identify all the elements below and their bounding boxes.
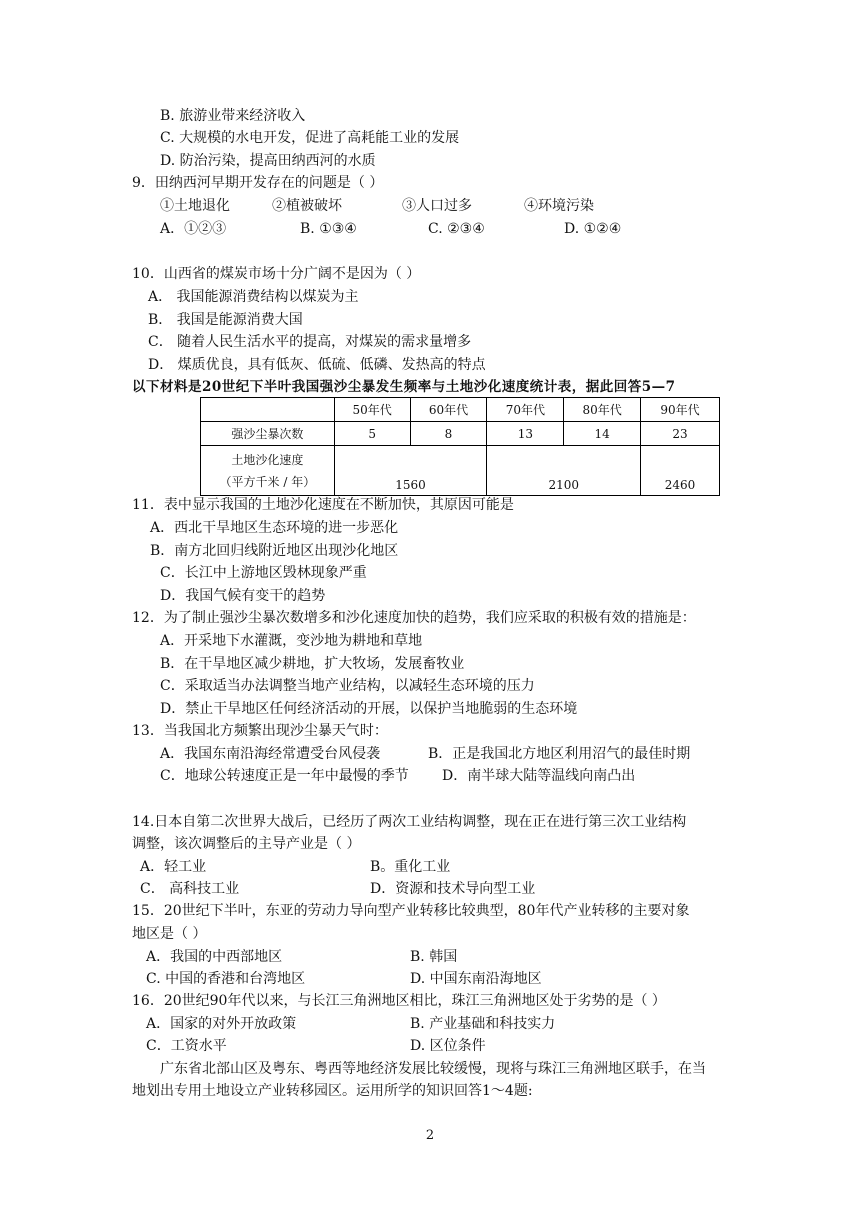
q12-option-c: C．采取适当办法调整当地产业结构，以减轻生态环境的压力 (160, 678, 535, 694)
table-row-label (201, 446, 335, 496)
table-cell: 13 (487, 422, 564, 446)
q16-option-d: D. 区位条件 (410, 1038, 486, 1054)
table-header-cell: 50年代 (334, 398, 410, 422)
q9-item: ③人口过多 (402, 198, 472, 214)
table-corner-cell (201, 398, 335, 422)
q12-stem: 12．为了制止强沙尘暴次数增多和沙化速度加快的趋势，我们应采取的积极有效的措施是： (132, 610, 696, 626)
table-cell: 2460 (641, 446, 720, 496)
q10-stem: 10．山西省的煤炭市场十分广阔不是因为（ ） (132, 266, 421, 282)
q9-items (160, 196, 594, 216)
q14-options-row-1 (140, 857, 450, 877)
q14-option-c: C． 高科技工业 (140, 881, 240, 897)
table-cell: 5 (334, 422, 410, 446)
table-header-row (201, 398, 720, 422)
table-intro: 以下材料是20世纪下半叶我国强沙尘暴发生频率与土地沙化速度统计表，据此回答5—7 (132, 379, 676, 395)
q14-stem-line-1: 14.日本自第二次世界大战后，已经历了两次工业结构调整，现在正在进行第三次工业结构 (132, 814, 687, 830)
q8-option-c: C. 大规模的水电开发，促进了高耗能工业的发展 (160, 130, 460, 146)
q9-item: ④环境污染 (524, 198, 594, 214)
q9-item: ②植被破坏 (272, 198, 342, 214)
q15-option-d: D. 中国东南沿海地区 (410, 971, 542, 987)
q15-stem-line-1: 15．20世纪下半叶，东亚的劳动力导向型产业转移比较典型，80年代产业转移的主要对象 (132, 903, 690, 919)
q13-option-d: D．南半球大陆等温线向南凸出 (442, 768, 636, 784)
table-cell: 8 (410, 422, 487, 446)
q9-stem: 9．田纳西河早期开发存在的问题是（ ） (132, 175, 384, 191)
table-cell: 23 (641, 422, 720, 446)
q14-options-row-2 (140, 879, 535, 899)
q10-option-c: C． 随着人民生活水平的提高，对煤炭的需求量增多 (148, 334, 472, 350)
q13-option-b: B．正是我国北方地区利用沼气的最佳时期 (428, 746, 691, 762)
table-row-sandstorm-count (201, 422, 720, 446)
table-header-cell: 60年代 (410, 398, 487, 422)
q11-stem: 11．表中显示我国的土地沙化速度在不断加快，其原因可能是 (132, 497, 514, 513)
table-cell: 2100 (487, 446, 641, 496)
table-header-cell: 90年代 (641, 398, 720, 422)
table-header-cell: 80年代 (564, 398, 641, 422)
q11-option-b: B．南方北回归线附近地区出现沙化地区 (150, 543, 399, 559)
q10-option-d: D． 煤质优良，具有低灰、低硫、低磷、发热高的特点 (148, 357, 486, 373)
q13-options-row-2 (160, 766, 635, 786)
q9-options (160, 219, 621, 239)
passage-line-1: 广东省北部山区及粤东、粤西等地经济发展比较缓慢，现将与珠江三角洲地区联手，在当 (160, 1061, 706, 1077)
q16-option-b: B. 产业基础和科技实力 (410, 1016, 556, 1032)
q10-option-a: A． 我国能源消费结构以煤炭为主 (148, 289, 359, 305)
table-cell: 1560 (334, 446, 487, 496)
q13-option-a: A．我国东南沿海经常遭受台风侵袭 (160, 746, 381, 762)
q15-options-row-2 (146, 969, 542, 989)
q9-option: A．①②③ (160, 221, 227, 237)
q15-option-a: A．我国的中西部地区 (146, 949, 283, 965)
q11-option-d: D．我国气候有变干的趋势 (160, 588, 326, 604)
q8-option-d: D. 防治污染，提高田纳西河的水质 (160, 153, 376, 169)
q12-option-d: D．禁止干旱地区任何经济活动的开展，以保护当地脆弱的生态环境 (160, 701, 578, 717)
q16-options-row-2 (146, 1036, 486, 1056)
q9-option: C. ②③④ (428, 221, 485, 237)
table-row-label: 强沙尘暴次数 (201, 422, 335, 446)
q8-option-b: B. 旅游业带来经济收入 (160, 108, 306, 124)
q11-option-c: C．长江中上游地区毁林现象严重 (160, 565, 367, 581)
table-header-cell: 70年代 (487, 398, 564, 422)
sandstorm-stats-table (200, 397, 720, 496)
q15-option-c: C. 中国的香港和台湾地区 (146, 971, 306, 987)
passage-line-2: 地划出专用土地设立产业转移园区。运用所学的知识回答1～4题: (132, 1083, 533, 1099)
q14-option-a: A．轻工业 (140, 859, 207, 875)
q12-option-a: A．开采地下水灌溉，变沙地为耕地和草地 (160, 633, 423, 649)
q13-stem: 13．当我国北方频繁出现沙尘暴天气时： (132, 723, 388, 739)
q16-option-c: C．工资水平 (146, 1038, 227, 1054)
page-number: 2 (425, 1128, 435, 1143)
q16-option-a: A．国家的对外开放政策 (146, 1016, 297, 1032)
q12-option-b: B．在干旱地区减少耕地，扩大牧场，发展畜牧业 (160, 656, 465, 672)
q16-stem: 16．20世纪90年代以来，与长江三角洲地区相比，珠江三角洲地区处于劣势的是（ ） (132, 993, 666, 1009)
q14-stem-line-2: 调整，该次调整后的主导产业是（ ） (132, 836, 361, 852)
q10-option-b: B． 我国是能源消费大国 (148, 312, 303, 328)
q15-options-row-1 (146, 947, 457, 967)
q14-option-b: B。重化工业 (370, 859, 451, 875)
q13-option-c: C．地球公转速度正是一年中最慢的季节 (160, 768, 409, 784)
q9-option: D. ①②④ (564, 221, 622, 237)
q13-options-row-1 (160, 744, 690, 764)
table-row-label-line: （平方千米 / 年） (219, 474, 316, 489)
q9-item: ①土地退化 (160, 198, 230, 214)
q11-option-a: A．西北干旱地区生态环境的进一步恶化 (150, 520, 399, 536)
table-row-label-line: 土地沙化速度 (231, 452, 304, 467)
q15-stem-line-2: 地区是（ ） (132, 926, 207, 942)
q9-option: B. ①③④ (300, 221, 357, 237)
q14-option-d: D．资源和技术导向型工业 (370, 881, 536, 897)
table-cell: 14 (564, 422, 641, 446)
table-row-desertification-rate (201, 446, 720, 496)
q16-options-row-1 (146, 1014, 555, 1034)
q15-option-b: B. 韩国 (410, 949, 458, 965)
